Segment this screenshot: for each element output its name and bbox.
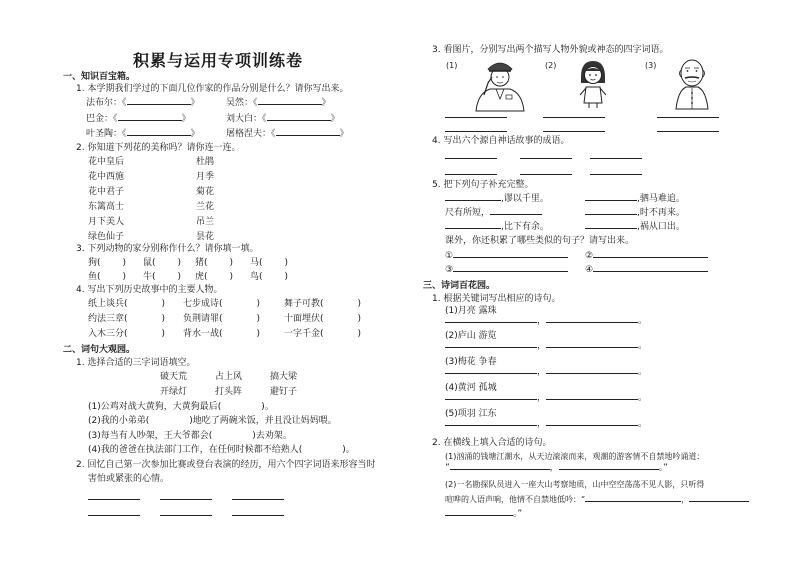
flower-title[interactable]: 昙花 <box>196 232 215 242</box>
answer-blank[interactable] <box>450 469 550 470</box>
answer-blank[interactable] <box>689 501 749 502</box>
answer-blank[interactable] <box>559 469 659 470</box>
answer-blank[interactable] <box>546 322 638 323</box>
sentence-item: ③ <box>445 265 568 276</box>
author-label: 叶圣陶： <box>86 129 123 139</box>
s1-q4-stem: 4. 写出下列历史故事中的主要人物。 <box>76 285 223 295</box>
section3-heading: 三、诗词百花园。 <box>423 281 496 291</box>
answer-line[interactable] <box>232 499 284 500</box>
answer-blank[interactable] <box>585 501 681 502</box>
animal-item: 马( ) <box>250 258 289 268</box>
author-label: 刘大白： <box>226 114 263 124</box>
poem-line: 。” <box>445 509 522 520</box>
flower-title[interactable]: 兰花 <box>196 202 215 212</box>
proverb-item: ,驷马难追。 <box>585 194 685 205</box>
history-item: 约法三章( ) <box>88 314 166 324</box>
answer-line[interactable] <box>88 515 140 516</box>
section2-heading: 二、词句大观园。 <box>63 345 136 355</box>
history-item: 舞子可教( ) <box>284 299 362 309</box>
proverb-item: ,时不再来。 <box>585 208 685 219</box>
keyword-prompt: (3)梅花 争春 <box>445 357 497 367</box>
keyword-prompt: (2)庐山 游览 <box>445 331 497 341</box>
fill-sentence: (1)公鸡对战大黄狗，大黄狗最后( )。 <box>88 402 274 412</box>
answer-blank[interactable] <box>445 228 501 229</box>
poem-context-2: (2)一名勘探队员进入一座大山考察地质，山中空空荡荡不见人影，只听得 <box>445 480 705 489</box>
word-option: 破天荒 <box>160 372 188 382</box>
answer-blank[interactable] <box>127 104 191 105</box>
history-item: 七步成诗( ) <box>183 299 261 309</box>
history-item: 负荆请罪( ) <box>183 314 261 324</box>
author-label: 吴然： <box>226 98 254 108</box>
poem-line: ， 。 <box>445 341 647 352</box>
author-label: 法布尔： <box>86 98 123 108</box>
answer-line[interactable] <box>232 515 284 516</box>
flower-title[interactable]: 杜鹃 <box>196 157 215 167</box>
word-option: 打头阵 <box>215 387 243 397</box>
answer-blank[interactable] <box>127 135 191 136</box>
s2-q2-stem: 2. 回忆自己第一次参加比赛或登台表演的经历，用六个四字词语来形容当时 <box>76 460 376 470</box>
keyword-prompt: (4)黄河 孤城 <box>445 383 497 393</box>
sentence-item: ② <box>585 251 708 262</box>
flower-name[interactable]: 花中皇后 <box>88 157 125 167</box>
answer-line[interactable] <box>445 117 507 118</box>
answer-blank[interactable] <box>445 322 537 323</box>
answer-line[interactable] <box>160 499 212 500</box>
s1-q3-stem: 3. 下列动物的家分别称作什么？请你填一填。 <box>76 244 259 254</box>
author-label: 屠格涅夫： <box>226 129 272 139</box>
history-item: 纸上谈兵( ) <box>88 299 166 309</box>
flower-title[interactable]: 菊花 <box>196 187 215 197</box>
answer-blank[interactable] <box>276 135 340 136</box>
poem-context-1: (1)汹涌的钱塘江潮水，从天边滚滚而来，观潮的游客情不自禁地吟诵道： <box>445 452 705 461</box>
answer-line[interactable] <box>543 131 605 132</box>
answer-blank[interactable] <box>445 200 501 201</box>
poem-line: ， 。 <box>445 393 647 404</box>
answer-blank[interactable] <box>445 515 513 516</box>
poem-line: ， 。 <box>445 419 647 430</box>
animal-item: 猪( ) <box>195 258 234 268</box>
answer-blank[interactable] <box>445 347 537 348</box>
answer-blank[interactable] <box>546 425 638 426</box>
word-option: 避钉子 <box>270 387 298 397</box>
section1-heading: 一、知识百宝箱。 <box>63 72 136 82</box>
answer-blank[interactable] <box>585 214 637 215</box>
answer-line[interactable] <box>520 174 572 175</box>
answer-line[interactable] <box>520 158 572 159</box>
keyword-prompt: (5)项羽 江东 <box>445 409 497 419</box>
answer-line[interactable] <box>88 499 140 500</box>
police-officer-picture <box>470 55 530 113</box>
answer-blank[interactable] <box>267 120 331 121</box>
flower-name[interactable]: 月下美人 <box>88 217 125 227</box>
r-q5-stem: 5. 把下列句子补充完整。 <box>432 180 534 190</box>
answer-blank[interactable] <box>453 257 568 258</box>
answer-line[interactable] <box>445 131 507 132</box>
poem-line: ” ， 。” <box>445 463 668 473</box>
proverb-item: ,祸从口出。 <box>585 222 685 233</box>
answer-blank[interactable] <box>453 271 568 272</box>
s1-q2-stem: 2. 你知道下列花的美称吗？请你连一连。 <box>76 143 241 153</box>
poem-line: ， 。 <box>445 316 647 327</box>
answer-blank[interactable] <box>585 228 637 229</box>
fill-sentence: (2)我的小弟弟( )地吃了两碗米饭，并且没让妈妈喂。 <box>88 416 337 426</box>
answer-blank[interactable] <box>445 399 537 400</box>
animal-item: 牛( ) <box>143 272 182 282</box>
answer-blank[interactable] <box>445 373 537 374</box>
poem-line: ， 。 <box>445 367 647 378</box>
answer-blank[interactable] <box>593 257 708 258</box>
picture-label: (1) <box>446 61 458 70</box>
animal-item: 鸟( ) <box>250 272 289 282</box>
girl-picture <box>575 57 611 109</box>
author-label: 巴金： <box>86 114 114 124</box>
flower-name[interactable]: 绿色仙子 <box>88 232 125 242</box>
answer-line[interactable] <box>445 174 497 175</box>
animal-item: 鼠( ) <box>143 258 182 268</box>
s1-q1-stem: 1. 本学期我们学过的下面几位作家的作品分别是什么？请你写出来。 <box>76 84 349 94</box>
sentence-item: ④ <box>585 265 708 276</box>
answer-blank[interactable] <box>585 200 637 201</box>
history-item: 入木三分( ) <box>88 329 166 339</box>
answer-blank[interactable] <box>546 399 638 400</box>
answer-blank[interactable] <box>593 271 708 272</box>
history-item: 一字千金( ) <box>284 329 362 339</box>
answer-line[interactable] <box>160 515 212 516</box>
sentence-item: ① <box>445 251 568 262</box>
history-item: 背水一战( ) <box>183 329 261 339</box>
answer-blank[interactable] <box>445 425 537 426</box>
old-man-picture <box>672 55 712 110</box>
answer-line[interactable] <box>590 174 642 175</box>
r-q3-stem: 3. 看图片，分别写出两个描写人物外貌或神态的四字词语。 <box>432 45 669 55</box>
proverb-item: 尺有所短， <box>445 208 542 219</box>
flower-title[interactable]: 吊兰 <box>196 217 215 227</box>
fill-sentence: (3)每当有人吵架，王大爷都会( )去劝架。 <box>88 431 292 441</box>
animal-item: 狗( ) <box>88 258 127 268</box>
flower-title[interactable]: 月季 <box>196 172 215 182</box>
flower-name[interactable]: 东篱高士 <box>88 202 125 212</box>
answer-line[interactable] <box>657 117 719 118</box>
word-option: 开绿灯 <box>160 387 188 397</box>
r-q4-stem: 4. 写出六个源自神话故事的成语。 <box>432 136 570 146</box>
word-option: 占上风 <box>215 372 243 382</box>
proverb-item: ,谬以千里。 <box>445 194 549 205</box>
s3-q1-stem: 1. 根据关键词写出相应的诗句。 <box>432 294 561 304</box>
poem-line: 喧哗的人语声响，他情不自禁地低吟：“ ， <box>445 495 749 505</box>
answer-blank[interactable] <box>490 214 542 215</box>
answer-line[interactable] <box>543 117 605 118</box>
s3-q2-stem: 2. 在横线上填入合适的诗句。 <box>432 438 552 448</box>
animal-item: 鱼( ) <box>88 272 127 282</box>
answer-line[interactable] <box>590 158 642 159</box>
word-option: 搞大梁 <box>270 372 298 382</box>
history-item: 十面埋伏( ) <box>284 314 362 324</box>
keyword-prompt: (1)月亮 露珠 <box>445 306 497 316</box>
animal-item: 虎( ) <box>195 272 234 282</box>
answer-blank[interactable] <box>118 120 182 121</box>
s2-q1-stem: 1. 选择合适的三字词语填空。 <box>76 358 196 368</box>
flower-name[interactable]: 花中西施 <box>88 172 125 182</box>
r-q5-extra: 课外，你还积累了哪些类似的句子？请写出来。 <box>445 236 635 246</box>
answer-line[interactable] <box>657 131 719 132</box>
proverb-item: ,比下有余。 <box>445 222 549 233</box>
answer-blank[interactable] <box>546 373 638 374</box>
flower-name[interactable]: 花中君子 <box>88 187 125 197</box>
answer-line[interactable] <box>445 158 497 159</box>
s2-q2-stem-cont: 害怕或紧张的心情。 <box>88 474 170 484</box>
answer-blank[interactable] <box>546 347 638 348</box>
picture-label: (2) <box>545 61 557 70</box>
picture-label: (3) <box>645 61 657 70</box>
fill-sentence: (4)我的爸爸在执法部门工作，在任何时候都不给熟人( )。 <box>88 445 355 455</box>
page-title: 积累与运用专项训练卷 <box>133 51 304 70</box>
answer-blank[interactable] <box>258 104 322 105</box>
